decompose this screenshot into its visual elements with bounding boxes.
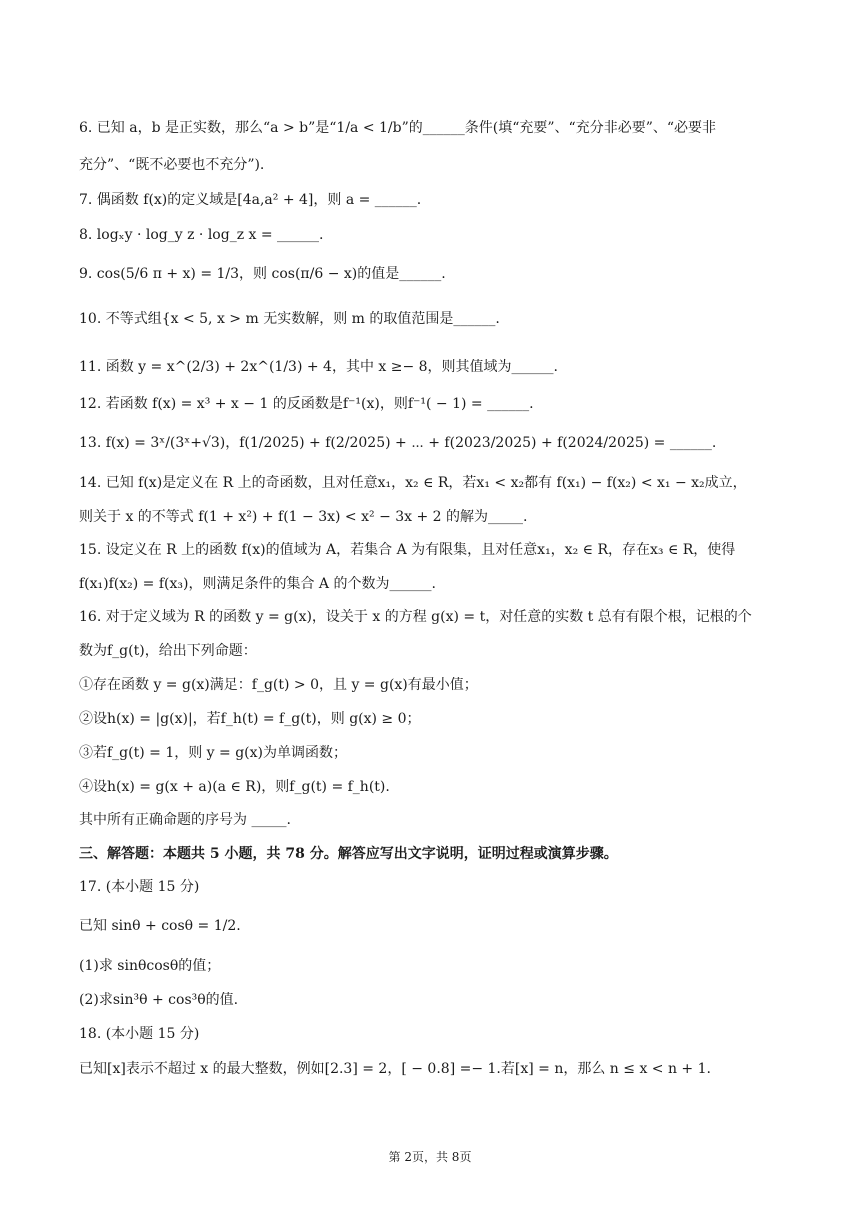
problem-10: 10. 不等式组{x < 5, x > m 无实数解，则 m 的取值范围是______. [79, 311, 500, 327]
problem-17-header: 17. (本小题 15 分) [79, 879, 200, 895]
problem-16-option-4: ④设h(x) = g(x + a)(a ∈ R)，则f_g(t) = f_h(t). [79, 779, 390, 795]
problem-16-option-2: ②设h(x) = |g(x)|，若f_h(t) = f_g(t)，则 g(x) ≥ 0； [79, 711, 421, 727]
problem-17-part-1: (1)求 sinθcosθ的值； [79, 958, 221, 974]
problem-14-line-2: 则关于 x 的不等式 f(1 + x²) + f(1 − 3x) < x² − 3x + 2 的解为_____. [79, 509, 528, 525]
problem-6-line-2: 充分”、“既不必要也不充分”). [79, 157, 265, 173]
problem-18-given: 已知[x]表示不超过 x 的最大整数，例如[2.3] = 2，[ − 0.8] =− 1.若[x] = n，那么 n ≤ x < n + 1. [79, 1061, 711, 1077]
problem-6-line-1: 6. 已知 a，b 是正实数，那么“a > b”是“1/a < 1/b”的______条件(填“充要”、“充分非必要”、“必要非 [79, 120, 717, 136]
problem-16-question: 其中所有正确命题的序号为 _____. [79, 812, 291, 828]
problem-18-header: 18. (本小题 15 分) [79, 1026, 200, 1042]
problem-16-option-1: ①存在函数 y = g(x)满足：f_g(t) > 0，且 y = g(x)有最小值； [79, 677, 478, 693]
problem-8: 8. logₓy · log_y z · log_z x = ______. [79, 227, 324, 243]
problem-14-line-1: 14. 已知 f(x)是定义在 R 上的奇函数，且对任意x₁，x₂ ∈ R，若x₁ < x₂都有 f(x₁) − f(x₂) < x₁ − x₂成立， [79, 475, 747, 491]
page-footer: 第 2页，共 8页 [388, 1150, 472, 1164]
problem-15-line-2: f(x₁)f(x₂) = f(x₃)，则满足条件的集合 A 的个数为______. [79, 576, 436, 592]
problem-7: 7. 偶函数 f(x)的定义域是[4a,a² + 4]，则 a = ______. [79, 192, 422, 208]
problem-16-option-3: ③若f_g(t) = 1，则 y = g(x)为单调函数； [79, 745, 348, 761]
problem-9: 9. cos(5/6 π + x) = 1/3，则 cos(π/6 − x)的值是______. [79, 266, 446, 282]
problem-13: 13. f(x) = 3ˣ/(3ˣ+√3)，f(1/2025) + f(2/2025) + ⋯ + f(2023/2025) + f(2024/2025) = ______. [79, 435, 717, 451]
problem-17-part-2: (2)求sin³θ + cos³θ的值. [79, 992, 239, 1008]
problem-17-given: 已知 sinθ + cosθ = 1/2. [79, 918, 241, 934]
problem-16-line-1: 16. 对于定义域为 R 的函数 y = g(x)，设关于 x 的方程 g(x) = t，对任意的实数 t 总有有限个根，记根的个 [79, 609, 752, 625]
section-heading: 三、解答题：本题共 5 小题，共 78 分。解答应写出文字说明，证明过程或演算步骤。 [79, 846, 618, 862]
problem-11: 11. 函数 y = x^(2/3) + 2x^(1/3) + 4，其中 x ≥− 8，则其值域为______. [79, 359, 559, 375]
problem-15-line-1: 15. 设定义在 R 上的函数 f(x)的值域为 A，若集合 A 为有限集，且对任意x₁，x₂ ∈ R，存在x₃ ∈ R，使得 [79, 542, 736, 558]
problem-12: 12. 若函数 f(x) = x³ + x − 1 的反函数是f⁻¹(x)，则f⁻¹( − 1) = ______. [79, 396, 534, 412]
problem-16-line-2: 数为f_g(t)，给出下列命题： [79, 643, 257, 659]
